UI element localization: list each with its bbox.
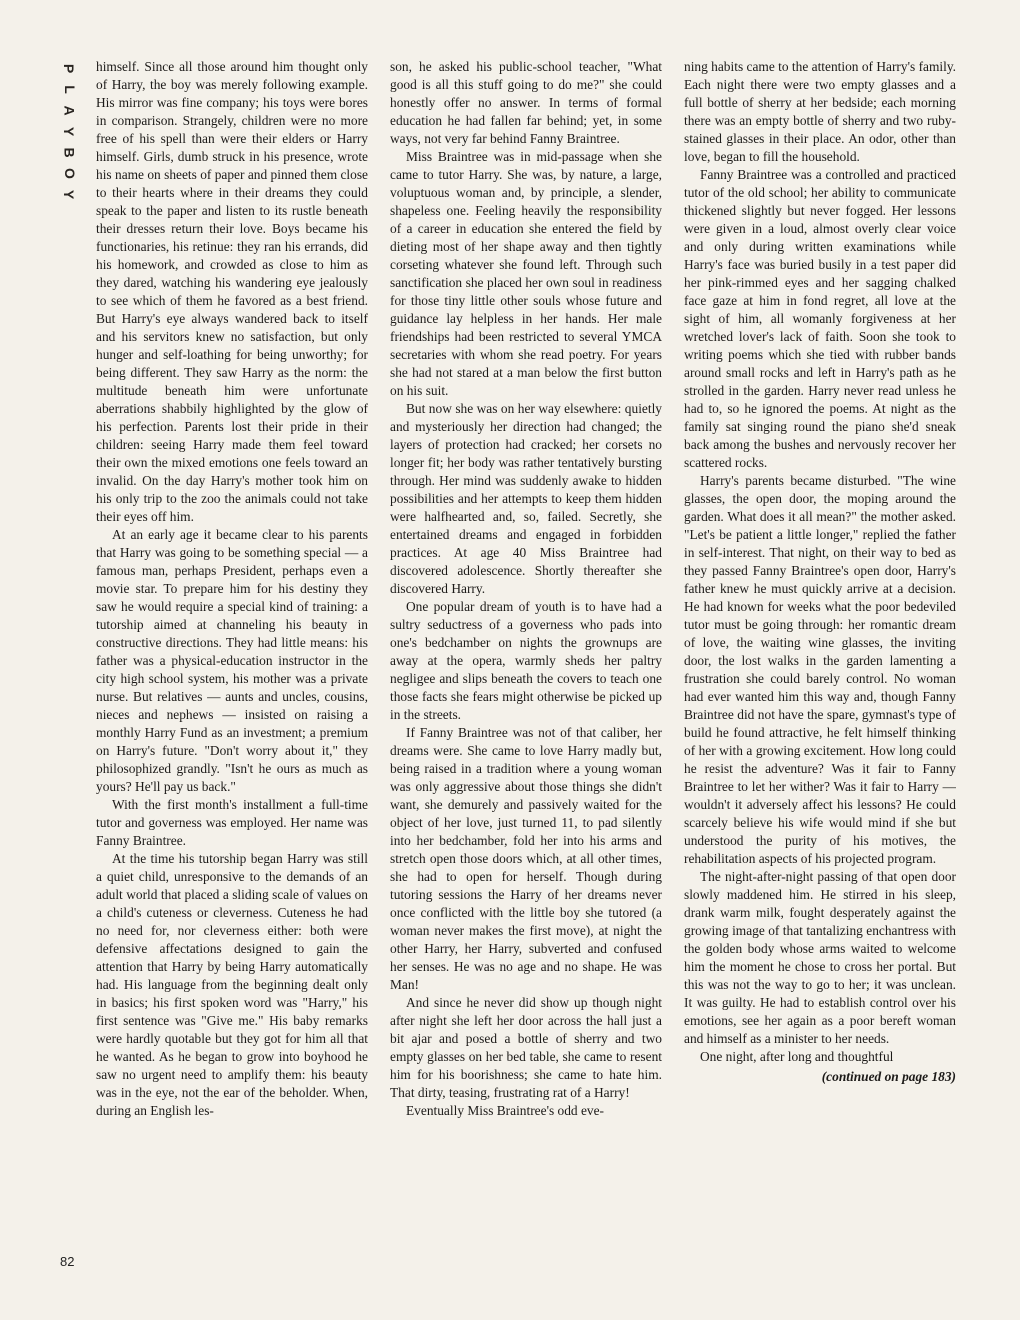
- magazine-vertical-logo: [58, 58, 80, 205]
- paragraph: At an early age it became clear to his parents that Harry was going to be something special — a famous man, perhaps President, perhaps even a movie star. To prepare him for his destiny they saw he would require a special kind of training: a tutorship aimed at channeling his beauty in constructive directions. They had little means: his father was a physical-education instructor in the city high school system, his mother was a private nurse. But relatives — aunts and uncles, cousins, nieces and nephews — insisted on raising a monthly Harry Fund as an investment; a premium on Harry's future. "Don't worry about it," they philosophized grandly. "Isn't he ours as much as yours? He'll pay us back.": [96, 527, 368, 794]
- logo-letter: B: [61, 147, 78, 158]
- continued-note: (continued on page 183): [821, 1069, 956, 1084]
- paragraph: If Fanny Braintree was not of that caliber, her dreams were. She came to love Harry madly but, being raised in a tradition where a young woman was only aggressive about those things she didn't want, she demurely and passively waited for the object of her love, just turned 11, to pad silently into her bedchamber, fold her into his arms and stretch open those doors which, at all other times, she had to open for herself. Though during tutoring sessions the Harry of her dreams never once conflicted with the little boy she tutored (a woman never makes the first move), at night the other Harry, her Harry, subverted and confused her senses. He was no age and no shape. He was Man!: [390, 725, 662, 992]
- logo-letter: P: [61, 63, 78, 74]
- paragraph: One night, after long and thoughtful: [700, 1049, 894, 1064]
- logo-letter: Y: [61, 189, 78, 200]
- paragraph: Harry's parents became disturbed. "The wine glasses, the open door, the moping around the garden. What does it all mean?" the mother asked. "Let's be patient a little longer," replied the father in self-interest. That night, on their way to bed as they passed Fanny Braintree's open door, Harry's father knew he must quickly arrive at a decision. He had known for weeks what the poor bedeviled tutor must be going through: her romantic dream of love, the waiting wine glasses, the inviting door, the lost walks in the garden lamenting a frustration she could barely control. No woman had ever wanted him this way and, though Fanny Braintree did not have the spare, gymnast's type of build he found attractive, he felt himself thinking of her with a growing excitement. How long could he resist the adventure? Was it fair to Fanny Braintree to let her wither? Was it fair to Harry — wouldn't it adversely affect his lessons? He could scarcely believe his wife would mind if she but understood the purity of his motives, the rehabilitation aspects of his projected program.: [684, 473, 956, 866]
- page-number: 82: [60, 1254, 75, 1269]
- paragraph: ning habits came to the attention of Harry's family. Each night there were two empty glasses and a full bottle of sherry at her bedside; each morning there was an empty bottle of sherry and two ruby-stained glasses in their place. An odor, other than love, began to fill the household.: [684, 59, 956, 164]
- article-column-2: [390, 58, 662, 1268]
- paragraph: Miss Braintree was in mid-passage when she came to tutor Harry. She was, by nature, a large, voluptuous woman and, by principle, a slender, shapeless one. Feeling heavily the responsibility of a career in education she entered the field by dieting most of her shape away and then tightly corseting whatever she found left. Through such sanctification she placed her own soul in readiness for those tiny little other souls whose future and guidance lay helpless in her hands. Her male friendships had been restricted to several YMCA secretaries with whom she read poetry. For years she had not stared at a man below the first button on his suit.: [390, 149, 662, 398]
- paragraph: The night-after-night passing of that open door slowly maddened him. He stirred in his sleep, drank warm milk, fought desperately against the growing image of that tantalizing enchantress with the golden body whose arms waited to welcome him the moment he chose to cross her portal. But this was not the way to go to her; it was unclean. It was guilty. He had to establish control over his emotions, see her again as a poor bereft woman and himself as a minister to her needs.: [684, 869, 956, 1046]
- article-column-3: [684, 58, 956, 1268]
- paragraph: But now she was on her way elsewhere: quietly and mysteriously her direction had changed; the layers of protection had cracked; her corsets no longer fit; her body was rather tentatively bursting through. Her mind was suddenly awake to hidden possibilities and her attempts to keep them hidden were halfhearted and, so, failed. Secretly, she entertained dreams and engaged in forbidden practices. At age 40 Miss Braintree had discovered adolescence. Shortly thereafter she discovered Harry.: [390, 401, 662, 596]
- paragraph: At the time his tutorship began Harry was still a quiet child, unresponsive to the demands of an adult world that placed a sliding scale of values on a child's cuteness or cleverness. Cuteness he had no need for, nor cleverness either: both were defensive affectations designed to gain the attention that Harry by being Harry automatically had. His language from the beginning dealt only in basics; his first spoken word was "Harry," his first sentence was "Give me." His baby remarks were hardly quotable but they got for him all that he wanted. As he began to grow into boyhood he saw no urgent need to amplify them: his beauty was in the eye, not the ear of the beholder. When, during an English les-: [96, 851, 368, 1118]
- paragraph: Fanny Braintree was a controlled and practiced tutor of the old school; her ability to communicate thickened slightly but never fogged. Her lessons were given in a loud, almost overly clear voice and only during written examinations while Harry's face was buried busily in a test paper did her pink-rimmed eyes and her sagging chalked face gaze at him in fond regret, all love at the sight of him, all womanly forgiveness at her wretched lover's lack of faith. Soon she took to writing poems which she tied with rubber bands around small rocks and left in Harry's path as he strolled in the garden. Harry never read unless he had to, so he ignored the poems. At night as the family sat singing round the piano she'd sneak back among the bushes and nervously recover her scattered rocks.: [684, 167, 956, 470]
- logo-letter: Y: [61, 126, 78, 137]
- logo-letter: L: [61, 85, 78, 94]
- paragraph: himself. Since all those around him thought only of Harry, the boy was merely following example. His mirror was fine company; his toys were bores in comparison. Strangely, children were no more free of his spell than were their elders or Harry himself. Girls, dumb struck in his presence, wrote his name on sheets of paper and pinned them close to their hearts where in their dreams they could speak to the paper and listen to its rustle beneath their dresses return their love. Boys became his functionaries, his retinue: they ran his errands, did his homework, and crowded as close to him as they dared, watching his wandering eye jealously to see which of them he favored as a best friend. But Harry's eye always wandered back to itself and his servitors knew no satisfaction, but only hunger and self-loathing for being unworthy; for being different. They saw Harry as the norm: the multitude beneath him were unfortunate aberrations shabbily highlighted by the glow of his perfection. Parents lost their pride in their children: seeing Harry made them feel toward their own the mixed emotions one feels toward an invalid. On the day Harry's mother took him on his only trip to the zoo the animals could not take their eyes off him.: [96, 59, 368, 524]
- article-column-1: [96, 58, 368, 1268]
- paragraph: son, he asked his public-school teacher, "What good is all this stuff going to do me?" she could honestly offer no answer. In terms of formal education he had fallen far behind; yet, in some ways, not very far behind Fanny Braintree.: [390, 59, 662, 146]
- paragraph: Eventually Miss Braintree's odd eve-: [406, 1103, 605, 1118]
- logo-letter: O: [61, 168, 78, 179]
- paragraph: And since he never did show up though night after night she left her door across the hall just a bit ajar and posed a bottle of sherry and two empty glasses on her bed table, she came to resent him for his boorishness; she came to hate him. That dirty, teasing, frustrating rat of a Harry!: [390, 995, 662, 1100]
- logo-letter: A: [61, 105, 78, 116]
- paragraph: One popular dream of youth is to have had a sultry seductress of a governess who pads into one's bedchamber on nights the grownups are away at the opera, warmly sheds her paltry negligee and slips beneath the covers to teach one those facts she fears might otherwise be picked up in the streets.: [390, 599, 662, 722]
- paragraph: With the first month's installment a full-time tutor and governess was employed. Her name was Fanny Braintree.: [96, 797, 368, 848]
